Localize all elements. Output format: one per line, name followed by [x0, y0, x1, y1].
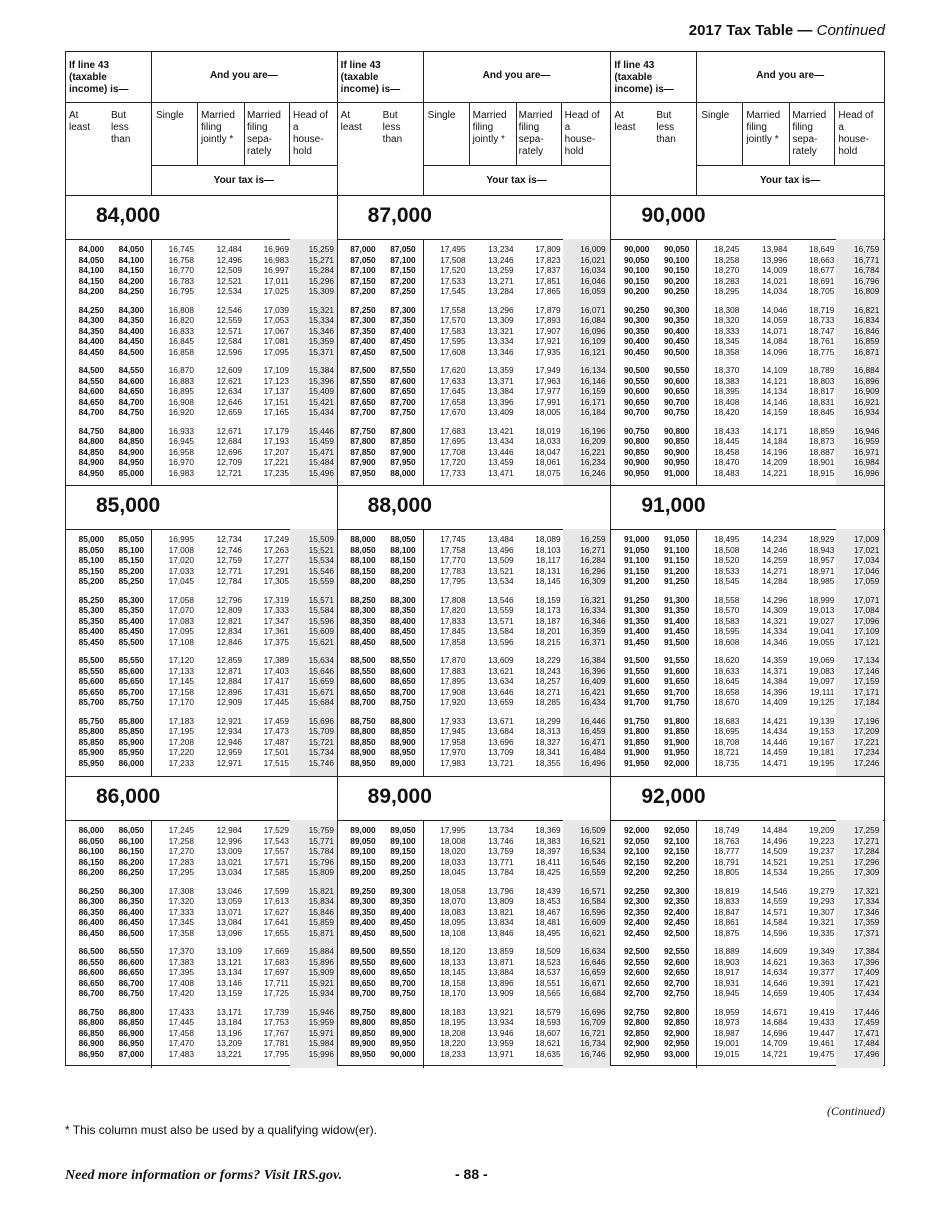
table-row: 89,000 89,050 17,995 13,734 18,369 16,509	[350, 825, 606, 835]
table-row: 84,850 84,900 16,958 12,696 17,207 15,471	[78, 446, 334, 457]
table-row: 88,850 88,900 17,958 13,696 18,327 16,471	[350, 736, 606, 747]
table-row: 91,700 91,750 18,670 14,409 19,125 17,184	[623, 697, 880, 707]
table-row: 84,100 84,150 16,770 12,509 16,997 15,284	[78, 265, 334, 275]
table-row: 90,150 90,200 18,283 14,021 18,691 16,796	[623, 275, 880, 286]
table-row: 90,850 90,900 18,458 14,196 18,887 16,971	[623, 446, 880, 457]
income-section	[66, 196, 337, 486]
table-row: 87,950 88,000 17,733 13,471 18,075 16,246	[350, 467, 606, 478]
section-heading: 85,000	[96, 494, 161, 517]
income-section	[611, 196, 884, 486]
table-row: 88,050 88,100 17,758 13,496 18,103 16,271	[350, 544, 606, 555]
table-row: 91,000 91,050 18,495 14,234 18,929 17,009	[623, 534, 880, 544]
table-row: 90,450 90,500 18,358 14,096 18,775 16,871	[623, 346, 880, 357]
table-row: 90,300 90,350 18,320 14,059 18,733 16,834	[623, 315, 880, 325]
table-row: 85,400 85,450 17,095 12,834 17,361 15,609	[78, 626, 334, 636]
table-row: 89,900 89,950 18,220 13,959 18,621 16,734	[350, 1038, 606, 1048]
table-row: 86,250 86,300 17,308 13,046 17,599 15,821	[78, 885, 334, 896]
table-row: 87,500 87,550 17,620 13,359 17,949 16,134	[350, 365, 606, 375]
table-row: 86,050 86,100 17,258 12,996 17,543 15,771	[78, 835, 334, 846]
table-row: 87,800 87,850 17,695 13,434 18,033 16,209	[350, 436, 606, 446]
table-row: 89,950 90,000 18,233 13,971 18,635 16,746	[350, 1048, 606, 1059]
table-row: 88,600 88,650 17,895 13,634 18,257 16,409	[350, 676, 606, 686]
table-row: 85,800 85,850 17,195 12,934 17,473 15,709	[78, 726, 334, 736]
section-heading: 87,000	[367, 204, 432, 227]
table-row: 90,400 90,450 18,345 14,084 18,761 16,859	[623, 336, 880, 346]
table-row: 87,050 87,100 17,508 13,246 17,823 16,021	[350, 254, 606, 265]
table-row: 88,800 88,850 17,945 13,684 18,313 16,459	[350, 726, 606, 736]
table-row: 87,450 87,500 17,608 13,346 17,935 16,121	[350, 346, 606, 357]
income-section	[66, 777, 337, 1068]
table-row: 86,950 87,000 17,483 13,221 17,795 15,996	[78, 1048, 334, 1059]
table-row: 89,850 89,900 18,208 13,946 18,607 16,721	[350, 1027, 606, 1038]
table-row: 92,100 92,150 18,777 14,509 19,237 17,284	[623, 846, 880, 856]
table-row: 84,950 85,000 16,983 12,721 17,235 15,496	[78, 467, 334, 478]
table-row: 92,400 92,450 18,861 14,584 19,321 17,359	[623, 917, 880, 927]
table-row: 87,650 87,700 17,658 13,396 17,991 16,171	[350, 396, 606, 407]
table-row: 89,400 89,450 18,095 13,834 18,481 16,609	[350, 917, 606, 927]
table-row: 87,900 87,950 17,720 13,459 18,061 16,234	[350, 457, 606, 467]
table-row: 88,550 88,600 17,883 13,621 18,243 16,396	[350, 665, 606, 676]
table-row: 88,400 88,450 17,845 13,584 18,201 16,359	[350, 626, 606, 636]
table-row: 91,600 91,650 18,645 14,384 19,097 17,159	[623, 676, 880, 686]
and-you-are-label: And you are—	[482, 70, 551, 81]
table-row: 85,750 85,800 17,183 12,921 17,459 15,696	[78, 715, 334, 726]
but-less-header: But less than	[382, 110, 403, 145]
table-row: 85,650 85,700 17,158 12,896 17,431 15,671	[78, 686, 334, 697]
if-line-label: If line 43 (taxable income) is—	[614, 60, 674, 95]
table-row: 88,750 88,800 17,933 13,671 18,299 16,446	[350, 715, 606, 726]
if-line-label: If line 43 (taxable income) is—	[69, 60, 129, 95]
income-section	[338, 196, 611, 486]
table-row: 84,750 84,800 16,933 12,671 17,179 15,446	[78, 425, 334, 436]
table-row: 91,200 91,250 18,545 14,284 18,985 17,059	[623, 576, 880, 586]
table-row: 89,450 89,500 18,108 13,846 18,495 16,621	[350, 927, 606, 938]
table-row: 85,250 85,300 17,058 12,796 17,319 15,571	[78, 594, 334, 605]
table-row: 90,800 90,850 18,445 14,184 18,873 16,959	[623, 436, 880, 446]
table-row: 86,550 86,600 17,383 13,121 17,683 15,896	[78, 956, 334, 967]
footnote: * This column must also be used by a qualifying widow(er).	[65, 1123, 377, 1137]
at-least-header: At least	[614, 110, 636, 133]
but-less-header: But less than	[656, 110, 676, 145]
table-row: 90,500 90,550 18,370 14,109 18,789 16,884	[623, 365, 880, 375]
income-section	[338, 777, 611, 1068]
table-row: 86,700 86,750 17,420 13,159 17,725 15,934	[78, 988, 334, 998]
table-row: 90,700 90,750 18,420 14,159 18,845 16,934	[623, 407, 880, 417]
table-row: 91,450 91,500 18,608 14,346 19,055 17,121	[623, 636, 880, 647]
table-column-block	[65, 51, 338, 1066]
table-row: 89,200 89,250 18,045 13,784 18,425 16,559	[350, 867, 606, 877]
table-row: 89,500 89,550 18,120 13,859 18,509 16,634	[350, 946, 606, 956]
table-row: 84,350 84,400 16,833 12,571 17,067 15,346	[78, 325, 334, 336]
table-row: 88,100 88,150 17,770 13,509 18,117 16,284	[350, 555, 606, 565]
table-row: 84,800 84,850 16,945 12,684 17,193 15,459	[78, 436, 334, 446]
table-row: 92,200 92,250 18,805 14,534 19,265 17,309	[623, 867, 880, 877]
table-row: 86,200 86,250 17,295 13,034 17,585 15,809	[78, 867, 334, 877]
married-separately-header: Married filing sepa- rately	[518, 110, 553, 157]
table-row: 85,600 85,650 17,145 12,884 17,417 15,659	[78, 676, 334, 686]
table-row: 88,650 88,700 17,908 13,646 18,271 16,421	[350, 686, 606, 697]
table-row: 92,950 93,000 19,015 14,721 19,475 17,496	[623, 1048, 880, 1059]
married-jointly-header: Married filing jointly *	[472, 110, 507, 145]
section-heading: 91,000	[641, 494, 706, 517]
continued-label: (Continued)	[827, 1104, 885, 1118]
table-row: 91,950 92,000 18,735 14,471 19,195 17,246	[623, 757, 880, 768]
table-row: 85,950 86,000 17,233 12,971 17,515 15,746	[78, 757, 334, 768]
table-row: 90,050 90,100 18,258 13,996 18,663 16,771	[623, 254, 880, 265]
table-row: 84,000 84,050 16,745 12,484 16,969 15,259	[78, 244, 334, 254]
table-row: 84,900 84,950 16,970 12,709 17,221 15,484	[78, 457, 334, 467]
table-row: 86,500 86,550 17,370 13,109 17,669 15,884	[78, 946, 334, 956]
table-row: 87,850 87,900 17,708 13,446 18,047 16,221	[350, 446, 606, 457]
head-of-household-header: Head of a house- hold	[293, 110, 329, 157]
table-row: 85,150 85,200 17,033 12,771 17,291 15,546	[78, 565, 334, 576]
table-row: 89,100 89,150 18,020 13,759 18,397 16,534	[350, 846, 606, 856]
income-section	[66, 486, 337, 777]
table-row: 86,000 86,050 17,245 12,984 17,529 15,759	[78, 825, 334, 835]
table-row: 90,100 90,150 18,270 14,009 18,677 16,784	[623, 265, 880, 275]
table-row: 89,150 89,200 18,033 13,771 18,411 16,546	[350, 856, 606, 867]
table-row: 90,000 90,050 18,245 13,984 18,649 16,759	[623, 244, 880, 254]
table-row: 92,600 92,650 18,917 14,634 19,377 17,409	[623, 967, 880, 977]
table-row: 87,250 87,300 17,558 13,296 17,879 16,071	[350, 304, 606, 315]
table-row: 84,450 84,500 16,858 12,596 17,095 15,371	[78, 346, 334, 357]
table-row: 88,250 88,300 17,808 13,546 18,159 16,321	[350, 594, 606, 605]
married-separately-header: Married filing sepa- rately	[792, 110, 827, 157]
table-row: 90,950 91,000 18,483 14,221 18,915 16,996	[623, 467, 880, 478]
head-of-household-header: Head of a house- hold	[564, 110, 600, 157]
table-row: 92,000 92,050 18,749 14,484 19,209 17,259	[623, 825, 880, 835]
table-row: 91,500 91,550 18,620 14,359 19,069 17,134	[623, 655, 880, 665]
table-row: 87,750 87,800 17,683 13,421 18,019 16,196	[350, 425, 606, 436]
table-row: 92,850 92,900 18,987 14,696 19,447 17,471	[623, 1027, 880, 1038]
table-header	[338, 52, 611, 196]
table-row: 85,900 85,950 17,220 12,959 17,501 15,734	[78, 747, 334, 757]
table-row: 92,650 92,700 18,931 14,646 19,391 17,421	[623, 977, 880, 988]
table-row: 92,050 92,100 18,763 14,496 19,223 17,271	[623, 835, 880, 846]
table-row: 92,150 92,200 18,791 14,521 19,251 17,296	[623, 856, 880, 867]
table-row: 89,750 89,800 18,183 13,921 18,579 16,696	[350, 1006, 606, 1017]
at-least-header: At least	[340, 110, 362, 133]
more-info-text: Need more information or forms? Visit IRS.gov.	[65, 1168, 343, 1183]
table-row: 90,600 90,650 18,395 14,134 18,817 16,909	[623, 386, 880, 396]
table-row: 84,650 84,700 16,908 12,646 17,151 15,421	[78, 396, 334, 407]
table-row: 87,400 87,450 17,595 13,334 17,921 16,109	[350, 336, 606, 346]
table-row: 87,300 87,350 17,570 13,309 17,893 16,084	[350, 315, 606, 325]
table-row: 86,850 86,900 17,458 13,196 17,767 15,971	[78, 1027, 334, 1038]
table-row: 91,750 91,800 18,683 14,421 19,139 17,196	[623, 715, 880, 726]
table-row: 85,300 85,350 17,070 12,809 17,333 15,584	[78, 605, 334, 615]
table-row: 89,700 89,750 18,170 13,909 18,565 16,684	[350, 988, 606, 998]
section-heading: 84,000	[96, 204, 161, 227]
table-row: 89,600 89,650 18,145 13,884 18,537 16,659	[350, 967, 606, 977]
table-row: 92,500 92,550 18,889 14,609 19,349 17,384	[623, 946, 880, 956]
table-row: 87,100 87,150 17,520 13,259 17,837 16,034	[350, 265, 606, 275]
table-row: 89,300 89,350 18,070 13,809 18,453 16,584	[350, 896, 606, 906]
income-section	[338, 486, 611, 777]
table-row: 87,600 87,650 17,645 13,384 17,977 16,159	[350, 386, 606, 396]
section-heading: 90,000	[641, 204, 706, 227]
single-header: Single	[427, 110, 456, 121]
married-jointly-header: Married filing jointly *	[201, 110, 235, 145]
head-of-household-header: Head of a house- hold	[838, 110, 874, 157]
table-row: 92,300 92,350 18,833 14,559 19,293 17,334	[623, 896, 880, 906]
your-tax-label: Your tax is—	[759, 175, 821, 186]
table-row: 92,550 92,600 18,903 14,621 19,363 17,396	[623, 956, 880, 967]
table-row: 87,000 87,050 17,495 13,234 17,809 16,009	[350, 244, 606, 254]
table-row: 88,350 88,400 17,833 13,571 18,187 16,346	[350, 615, 606, 626]
table-row: 91,400 91,450 18,595 14,334 19,041 17,109	[623, 626, 880, 636]
table-row: 91,550 91,600 18,633 14,371 19,083 17,146	[623, 665, 880, 676]
section-heading: 92,000	[641, 785, 706, 808]
table-row: 88,000 88,050 17,745 13,484 18,089 16,259	[350, 534, 606, 544]
table-row: 85,850 85,900 17,208 12,946 17,487 15,721	[78, 736, 334, 747]
table-row: 91,900 91,950 18,721 14,459 19,181 17,234	[623, 747, 880, 757]
table-row: 84,050 84,100 16,758 12,496 16,983 15,271	[78, 254, 334, 265]
tax-table	[65, 51, 885, 1066]
table-row: 86,800 86,850 17,445 13,184 17,753 15,959	[78, 1017, 334, 1027]
table-row: 92,750 92,800 18,959 14,671 19,419 17,446	[623, 1006, 880, 1017]
income-section	[611, 486, 884, 777]
your-tax-label: Your tax is—	[213, 175, 275, 186]
table-row: 86,600 86,650 17,395 13,134 17,697 15,909	[78, 967, 334, 977]
table-row: 91,650 91,700 18,658 14,396 19,111 17,171	[623, 686, 880, 697]
income-section	[611, 777, 884, 1068]
table-row: 91,850 91,900 18,708 14,446 19,167 17,221	[623, 736, 880, 747]
table-row: 91,100 91,150 18,520 14,259 18,957 17,034	[623, 555, 880, 565]
table-row: 86,650 86,700 17,408 13,146 17,711 15,921	[78, 977, 334, 988]
table-row: 88,700 88,750 17,920 13,659 18,285 16,434	[350, 697, 606, 707]
married-separately-header: Married filing sepa- rately	[247, 110, 281, 157]
table-row: 90,250 90,300 18,308 14,046 18,719 16,821	[623, 304, 880, 315]
table-row: 85,000 85,050 16,995 12,734 17,249 15,509	[78, 534, 334, 544]
table-row: 85,100 85,150 17,020 12,759 17,277 15,534	[78, 555, 334, 565]
table-row: 87,550 87,600 17,633 13,371 17,963 16,146	[350, 375, 606, 386]
table-row: 89,650 89,700 18,158 13,896 18,551 16,671	[350, 977, 606, 988]
table-row: 88,950 89,000 17,983 13,721 18,355 16,496	[350, 757, 606, 768]
and-you-are-label: And you are—	[209, 70, 278, 81]
table-row: 86,750 86,800 17,433 13,171 17,739 15,946	[78, 1006, 334, 1017]
table-row: 87,200 87,250 17,545 13,284 17,865 16,059	[350, 286, 606, 296]
table-row: 85,550 85,600 17,133 12,871 17,403 15,646	[78, 665, 334, 676]
table-row: 92,800 92,850 18,973 14,684 19,433 17,459	[623, 1017, 880, 1027]
section-heading: 88,000	[367, 494, 432, 517]
table-row: 85,700 85,750 17,170 12,909 17,445 15,684	[78, 697, 334, 707]
table-row: 86,150 86,200 17,283 13,021 17,571 15,796	[78, 856, 334, 867]
table-row: 86,900 86,950 17,470 13,209 17,781 15,984	[78, 1038, 334, 1048]
table-row: 87,700 87,750 17,670 13,409 18,005 16,184	[350, 407, 606, 417]
at-least-header: At least	[69, 110, 91, 133]
page-title: 2017 Tax Table — Continued	[688, 22, 885, 39]
table-row: 84,150 84,200 16,783 12,521 17,011 15,296	[78, 275, 334, 286]
table-column-block	[338, 51, 612, 1066]
table-row: 90,350 90,400 18,333 14,071 18,747 16,846	[623, 325, 880, 336]
table-row: 84,200 84,250 16,795 12,534 17,025 15,309	[78, 286, 334, 296]
table-row: 86,100 86,150 17,270 13,009 17,557 15,784	[78, 846, 334, 856]
table-row: 86,300 86,350 17,320 13,059 17,613 15,834	[78, 896, 334, 906]
table-row: 86,350 86,400 17,333 13,071 17,627 15,846	[78, 906, 334, 917]
table-row: 88,150 88,200 17,783 13,521 18,131 16,296	[350, 565, 606, 576]
table-row: 88,450 88,500 17,858 13,596 18,215 16,371	[350, 636, 606, 647]
table-row: 89,550 89,600 18,133 13,871 18,523 16,646	[350, 956, 606, 967]
table-row: 88,300 88,350 17,820 13,559 18,173 16,334	[350, 605, 606, 615]
table-row: 85,050 85,100 17,008 12,746 17,263 15,521	[78, 544, 334, 555]
single-header: Single	[701, 110, 730, 121]
table-row: 92,250 92,300 18,819 14,546 19,279 17,321	[623, 885, 880, 896]
table-row: 87,150 87,200 17,533 13,271 17,851 16,046	[350, 275, 606, 286]
table-row: 85,350 85,400 17,083 12,821 17,347 15,596	[78, 615, 334, 626]
table-row: 88,200 88,250 17,795 13,534 18,145 16,309	[350, 576, 606, 586]
your-tax-label: Your tax is—	[486, 175, 547, 186]
table-row: 92,450 92,500 18,875 14,596 19,335 17,371	[623, 927, 880, 938]
page-number: - 88 -	[455, 1166, 488, 1182]
section-heading: 86,000	[96, 785, 161, 808]
married-jointly-header: Married filing jointly *	[746, 110, 781, 145]
table-row: 85,500 85,550 17,120 12,859 17,389 15,634	[78, 655, 334, 665]
if-line-label: If line 43 (taxable income) is—	[340, 60, 401, 95]
table-row: 89,350 89,400 18,083 13,821 18,467 16,596	[350, 906, 606, 917]
table-row: 92,900 92,950 19,001 14,709 19,461 17,484	[623, 1038, 880, 1048]
table-row: 90,200 90,250 18,295 14,034 18,705 16,809	[623, 286, 880, 296]
table-row: 92,700 92,750 18,945 14,659 19,405 17,434	[623, 988, 880, 998]
section-heading: 89,000	[367, 785, 432, 808]
table-row: 90,750 90,800 18,433 14,171 18,859 16,946	[623, 425, 880, 436]
and-you-are-label: And you are—	[756, 70, 825, 81]
table-row: 84,300 84,350 16,820 12,559 17,053 15,334	[78, 315, 334, 325]
table-row: 91,300 91,350 18,570 14,309 19,013 17,084	[623, 605, 880, 615]
table-row: 84,700 84,750 16,920 12,659 17,165 15,434	[78, 407, 334, 417]
table-row: 91,050 91,100 18,508 14,246 18,943 17,021	[623, 544, 880, 555]
table-row: 89,250 89,300 18,058 13,796 18,439 16,571	[350, 885, 606, 896]
table-column-block	[611, 51, 885, 1066]
table-row: 86,450 86,500 17,358 13,096 17,655 15,871	[78, 927, 334, 938]
table-row: 92,350 92,400 18,847 14,571 19,307 17,346	[623, 906, 880, 917]
but-less-header: But less than	[111, 110, 131, 145]
single-header: Single	[156, 110, 184, 121]
table-row: 84,500 84,550 16,870 12,609 17,109 15,384	[78, 365, 334, 375]
table-row: 84,600 84,650 16,895 12,634 17,137 15,409	[78, 386, 334, 396]
table-row: 91,150 91,200 18,533 14,271 18,971 17,046	[623, 565, 880, 576]
table-row: 89,050 89,100 18,008 13,746 18,383 16,521	[350, 835, 606, 846]
table-row: 85,450 85,500 17,108 12,846 17,375 15,621	[78, 636, 334, 647]
table-row: 91,800 91,850 18,695 14,434 19,153 17,209	[623, 726, 880, 736]
table-row: 86,400 86,450 17,345 13,084 17,641 15,859	[78, 917, 334, 927]
table-row: 85,200 85,250 17,045 12,784 17,305 15,559	[78, 576, 334, 586]
table-row: 88,500 88,550 17,870 13,609 18,229 16,384	[350, 655, 606, 665]
table-header	[66, 52, 337, 196]
table-row: 84,400 84,450 16,845 12,584 17,081 15,359	[78, 336, 334, 346]
table-row: 89,800 89,850 18,195 13,934 18,593 16,709	[350, 1017, 606, 1027]
table-row: 88,900 88,950 17,970 13,709 18,341 16,484	[350, 747, 606, 757]
table-row: 84,550 84,600 16,883 12,621 17,123 15,396	[78, 375, 334, 386]
table-row: 91,250 91,300 18,558 14,296 18,999 17,071	[623, 594, 880, 605]
table-row: 91,350 91,400 18,583 14,321 19,027 17,096	[623, 615, 880, 626]
table-header	[611, 52, 884, 196]
table-row: 90,550 90,600 18,383 14,121 18,803 16,896	[623, 375, 880, 386]
table-row: 84,250 84,300 16,808 12,546 17,039 15,321	[78, 304, 334, 315]
table-row: 87,350 87,400 17,583 13,321 17,907 16,096	[350, 325, 606, 336]
table-row: 90,900 90,950 18,470 14,209 18,901 16,984	[623, 457, 880, 467]
table-row: 90,650 90,700 18,408 14,146 18,831 16,921	[623, 396, 880, 407]
